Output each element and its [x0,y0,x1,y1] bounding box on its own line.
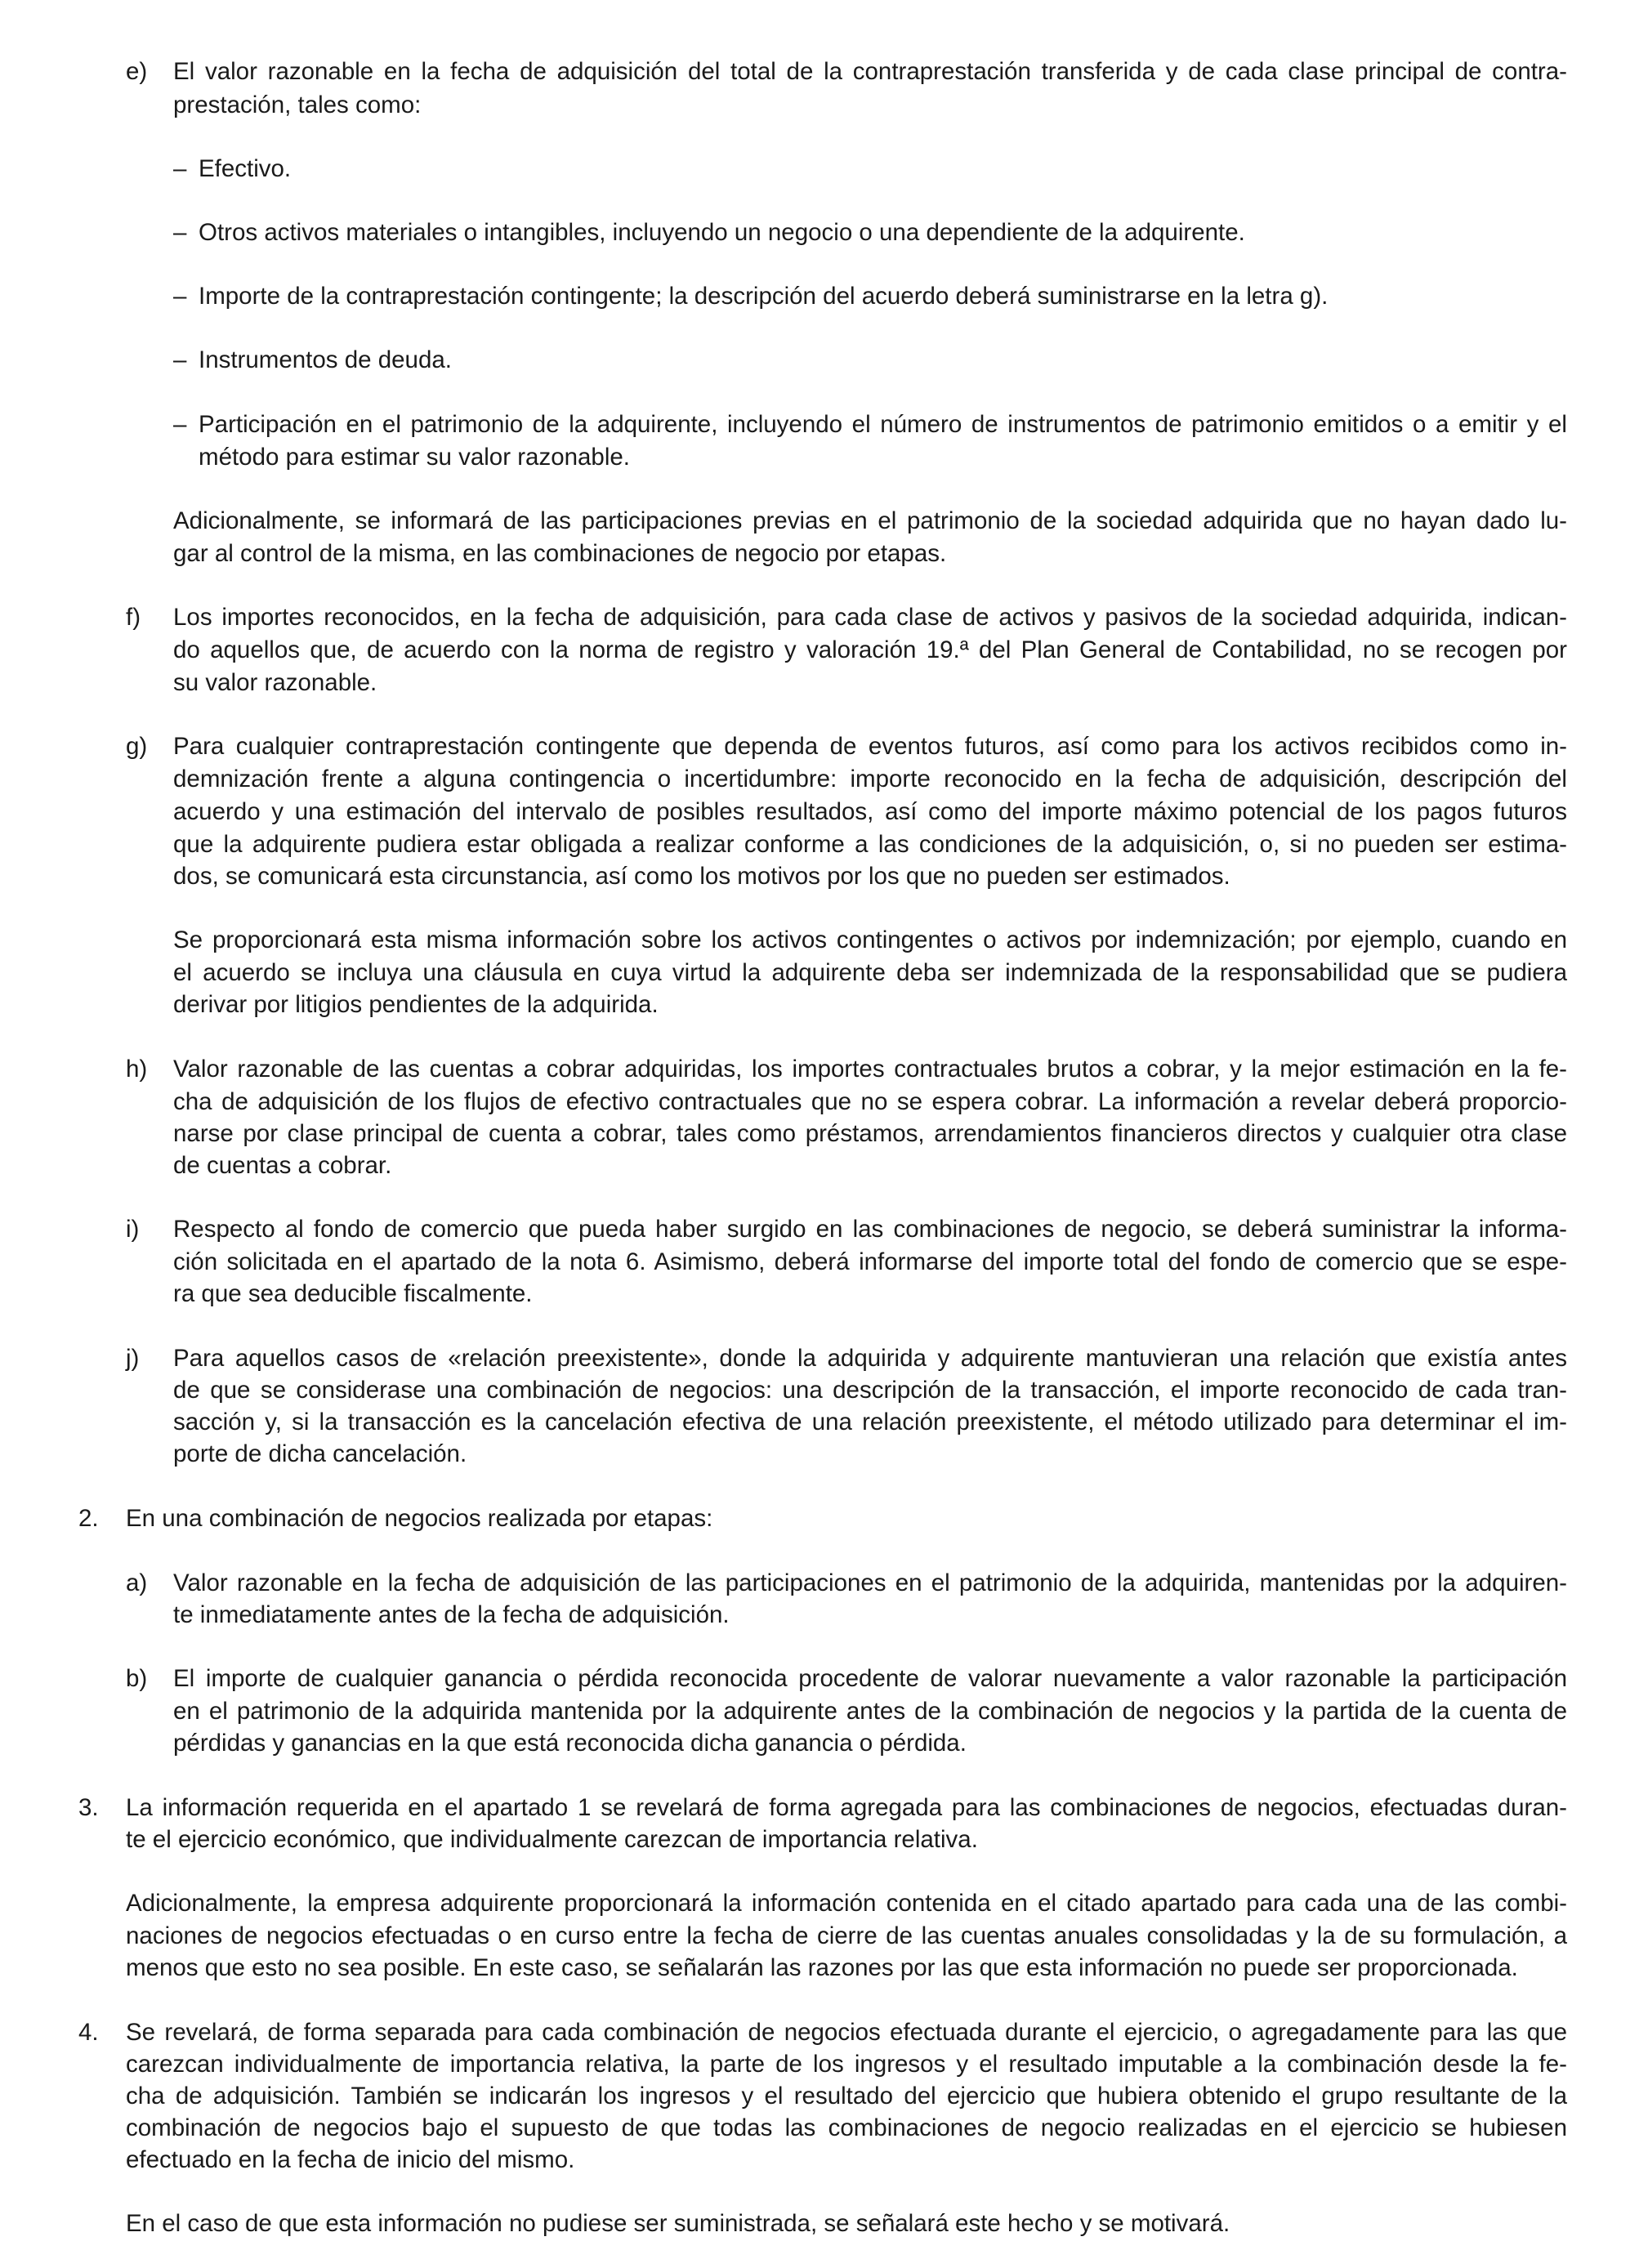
section-3-note-line: naciones de negocios efectuadas o en curso entre la fecha de cierre de las cuentas anuales consolidadas y la de su formulación, a [126,1922,1567,1949]
item-f-line: Los importes reconocidos, en la fecha de adquisición, para cada clase de activos y pasivos de la sociedad adquirida, indican- [173,604,1567,631]
item-g-label: g) [126,733,148,760]
section-3-note-line: Adicionalmente, la empresa adquirente proporcionará la información contenida en el citado apartado para cada una de las combi- [126,1890,1567,1917]
item-2b-label: b) [126,1665,148,1692]
section-3-note-line: menos que esto no sea posible. En este caso, se señalarán las razones por las que esta información no puede ser proporcionada. [126,1954,1518,1981]
item-g-line: demnización frente a alguna contingencia o incertidumbre: importe reconocido en la fecha de adquisición, descripción del [173,766,1567,792]
item-h-line: Valor razonable de las cuentas a cobrar adquiridas, los importes contractuales brutos a cobrar, y la mejor estimación en la fe- [173,1056,1567,1083]
bullet-text: Instrumentos de deuda. [199,346,452,373]
item-e-line: prestación, tales como: [173,92,422,118]
item-h-line: de cuentas a cobrar. [173,1152,392,1179]
item-e-label: e) [126,58,148,85]
item-g-line: dos, se comunicará esta circunstancia, así como los motivos por los que no pueden ser estimados. [173,863,1230,890]
bullet-text: Importe de la contraprestación contingente; la descripción del acuerdo deberá suministrarse en la letra g). [199,283,1329,310]
item-2b-line: El importe de cualquier ganancia o pérdida reconocida procedente de valorar nuevamente a valor razonable la participación [173,1665,1567,1692]
item-g-note-line: derivar por litigios pendientes de la adquirida. [173,991,659,1018]
item-e-note-line: gar al control de la misma, en las combinaciones de negocio por etapas. [173,540,947,567]
item-j-line: de que se considerase una combinación de negocios: una descripción de la transacción, el importe reconocido de cada tran- [173,1377,1567,1404]
bullet-dash: – [173,155,187,182]
bullet-dash: – [173,411,187,438]
item-i-line: ra que sea deducible fiscalmente. [173,1280,533,1307]
item-2a-label: a) [126,1569,148,1596]
item-f-line: su valor razonable. [173,669,377,696]
item-h-line: narse por clase principal de cuenta a cobrar, tales como préstamos, arrendamientos financieros directos y cualquier otra clase [173,1120,1567,1147]
bullet-text: Otros activos materiales o intangibles, incluyendo un negocio o una dependiente de la adquirente. [199,219,1245,246]
item-i-line: ción solicitada en el apartado de la nota 6. Asimismo, deberá informarse del importe total del fondo de comercio que se espe- [173,1248,1567,1275]
item-j-line: porte de dicha cancelación. [173,1440,467,1467]
item-i-line: Respecto al fondo de comercio que pueda haber surgido en las combinaciones de negocio, se deberá suministrar la informa- [173,1216,1567,1243]
item-2b-line: pérdidas y ganancias en la que está reconocida dicha ganancia o pérdida. [173,1730,967,1757]
item-2a-line: Valor razonable en la fecha de adquisición de las participaciones en el patrimonio de la adquirida, mantenidas por la adquiren- [173,1569,1567,1596]
section-4-line: cha de adquisición. También se indicarán los ingresos y el resultado del ejercicio que hubiera obtenido el grupo resultante de la [126,2083,1567,2110]
section-4-line: combinación de negocios bajo el supuesto de que todas las combinaciones de negocio realizadas en el ejercicio se hubiesen [126,2114,1567,2141]
item-g-line: acuerdo y una estimación del intervalo de posibles resultados, así como del importe máximo potencial de los pagos futuros [173,798,1567,825]
item-h-label: h) [126,1056,148,1083]
item-g-line: que la adquirente pudiera estar obligada a realizar conforme a las condiciones de la adquisición, o, si no pueden ser estima- [173,831,1567,858]
item-f-label: f) [126,604,141,631]
item-h-line: cha de adquisición de los flujos de efectivo contractuales que no se espera cobrar. La información a revelar deberá proporcio- [173,1088,1567,1115]
section-2-line: En una combinación de negocios realizada por etapas: [126,1505,713,1532]
item-g-note-line: Se proporcionará esta misma información sobre los activos contingentes o activos por indemnización; por ejemplo, cuando en [173,926,1567,953]
bullet-text: Efectivo. [199,155,292,182]
item-e-note-line: Adicionalmente, se informará de las participaciones previas en el patrimonio de la sociedad adquirida que no hayan dado lu- [173,507,1567,534]
section-4-note-line: En el caso de que esta información no pudiese ser suministrada, se señalará este hecho y se motivará. [126,2210,1230,2237]
bullet-text: Participación en el patrimonio de la adquirente, incluyendo el número de instrumentos de patrimonio emitidos o a emitir y el [199,411,1567,438]
section-3-number: 3. [78,1794,99,1821]
item-2a-line: te inmediatamente antes de la fecha de adquisición. [173,1601,730,1628]
item-j-label: j) [126,1345,140,1372]
item-j-line: sacción y, si la transacción es la cancelación efectiva de una relación preexistente, el método utilizado para determinar el im- [173,1409,1567,1435]
item-j-line: Para aquellos casos de «relación preexistente», donde la adquirida y adquirente mantuvieran una relación que existía antes [173,1345,1567,1372]
section-4-line: efectuado en la fecha de inicio del mismo. [126,2146,575,2173]
item-g-line: Para cualquier contraprestación contingente que dependa de eventos futuros, así como para los activos recibidos como in- [173,733,1567,760]
section-3-line: La información requerida en el apartado 1 se revelará de forma agregada para las combinaciones de negocios, efectuadas duran- [126,1794,1567,1821]
item-i-label: i) [126,1216,140,1243]
bullet-dash: – [173,346,187,373]
bullet-dash: – [173,219,187,246]
item-f-line: do aquellos que, de acuerdo con la norma de registro y valoración 19.ª del Plan General de Contabilidad, no se recogen por [173,636,1567,663]
section-4-line: carezcan individualmente de importancia relativa, la parte de los ingresos y el resultado imputable a la combinación desde la fe- [126,2051,1567,2078]
section-4-number: 4. [78,2019,99,2046]
section-3-line: te el ejercicio económico, que individualmente carezcan de importancia relativa. [126,1826,978,1853]
item-e-line: El valor razonable en la fecha de adquisición del total de la contraprestación transferida y de cada clase principal de contra- [173,58,1567,85]
bullet-text: método para estimar su valor razonable. [199,444,630,471]
bullet-dash: – [173,283,187,310]
item-2b-line: en el patrimonio de la adquirida mantenida por la adquirente antes de la combinación de negocios y la partida de la cuenta de [173,1698,1567,1725]
section-2-number: 2. [78,1505,99,1532]
item-g-note-line: el acuerdo se incluya una cláusula en cuya virtud la adquirente deba ser indemnizada de la responsabilidad que se pudiera [173,959,1567,986]
section-4-line: Se revelará, de forma separada para cada combinación de negocios efectuada durante el ejercicio, o agregadamente para las que [126,2019,1567,2046]
